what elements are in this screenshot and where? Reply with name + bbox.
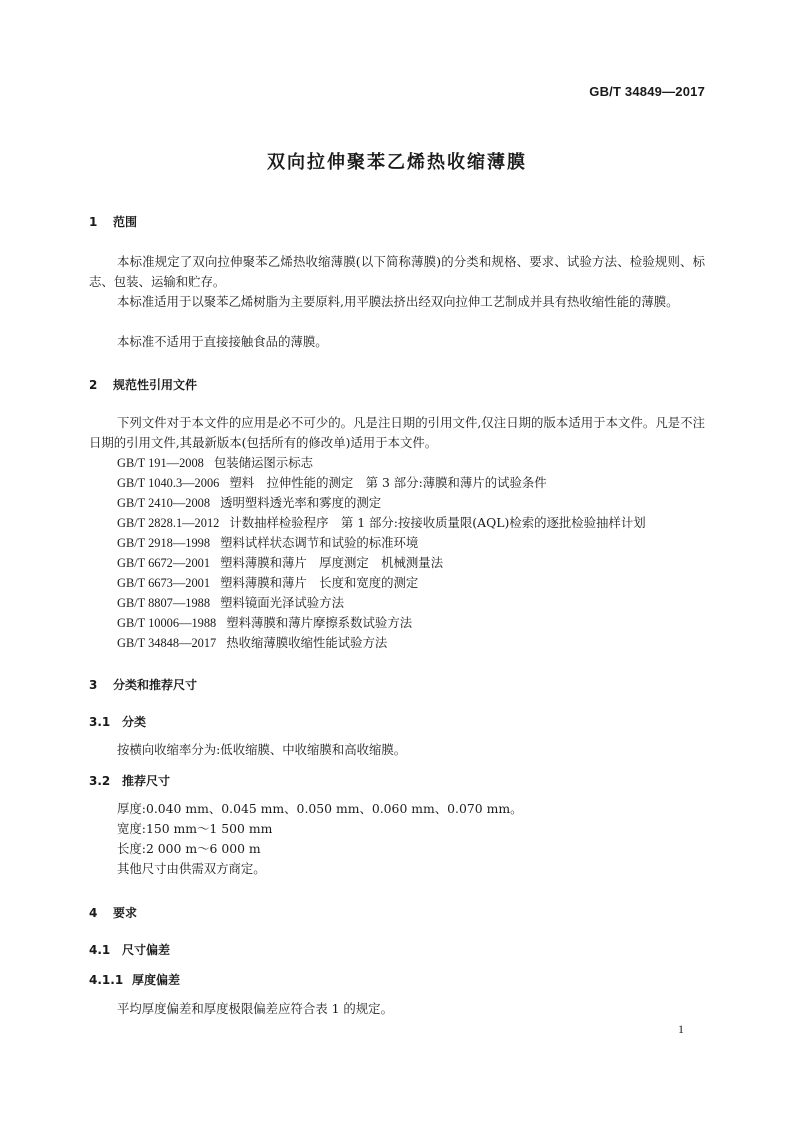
reference-code: GB/T 10006—1988 (117, 616, 217, 630)
size-line-thickness: 厚度:0.040 mm、0.045 mm、0.050 mm、0.060 mm、0.070 mm。 (117, 801, 523, 816)
reference-title: 塑料薄膜和薄片 厚度测定 机械测量法 (220, 555, 444, 570)
section-1-heading (89, 213, 137, 230)
reference-code: GB/T 2410—2008 (117, 496, 211, 510)
reference-title: 透明塑料透光率和雾度的测定 (220, 495, 382, 510)
section-2-heading (89, 376, 197, 393)
paragraph: 按横向收缩率分为:低收缩膜、中收缩膜和高收缩膜。 (117, 742, 407, 757)
section-number: 4.1 (89, 943, 111, 957)
reference-code: GB/T 34848—2017 (117, 636, 217, 650)
paragraph: 本标准不适用于直接接触食品的薄膜。 (117, 334, 328, 349)
reference-item (117, 613, 412, 633)
reference-item (117, 493, 381, 513)
paragraph: 平均厚度偏差和厚度极限偏差应符合表 1 的规定。 (117, 1001, 393, 1016)
section-number: 2 (89, 378, 98, 392)
reference-code: GB/T 8807—1988 (117, 596, 211, 610)
reference-title: 热收缩薄膜收缩性能试验方法 (226, 635, 388, 650)
paragraph: 下列文件对于本文件的应用是必不可少的。凡是注日期的引用文件,仅注日期的版本适用于本文件。凡是不注日期的引用文件,其最新版本(包括所有的修改单)适用于本文件。 (89, 415, 705, 450)
reference-item (117, 473, 547, 493)
page-number: 1 (678, 1022, 684, 1036)
reference-item (117, 513, 646, 533)
reference-code: GB/T 6673—2001 (117, 576, 211, 590)
section-title: 分类和推荐尺寸 (113, 678, 198, 692)
standard-code: GB/T 34849—2017 (589, 84, 705, 99)
reference-title: 塑料试样状态调节和试验的标准环境 (220, 535, 419, 550)
reference-item (117, 633, 387, 653)
section-title: 规范性引用文件 (113, 378, 198, 392)
section-title: 尺寸偏差 (122, 943, 171, 957)
section-4-heading (89, 904, 137, 921)
size-line-length: 长度:2 000 m～6 000 m (117, 841, 261, 856)
reference-code: GB/T 1040.3—2006 (117, 476, 220, 490)
reference-title: 塑料 拉伸性能的测定 第 3 部分:薄膜和薄片的试验条件 (229, 475, 547, 490)
reference-code: GB/T 191—2008 (117, 456, 204, 470)
section-number: 3 (89, 678, 98, 692)
reference-code: GB/T 2828.1—2012 (117, 516, 220, 530)
reference-code: GB/T 6672—2001 (117, 556, 211, 570)
reference-item (117, 593, 344, 613)
section-number: 4 (89, 906, 98, 920)
section-title: 要求 (113, 906, 138, 920)
reference-title: 塑料镜面光泽试验方法 (220, 595, 344, 610)
paragraph: 本标准适用于以聚苯乙烯树脂为主要原料,用平膜法挤出经双向拉伸工艺制成并具有热收缩性能的薄膜。 (117, 294, 679, 309)
section-number: 3.2 (89, 774, 111, 788)
section-number: 4.1.1 (89, 973, 124, 987)
section-4-1-heading (89, 941, 170, 958)
section-3-1-heading (89, 713, 146, 730)
reference-title: 塑料薄膜和薄片摩擦系数试验方法 (226, 615, 413, 630)
section-3-heading (89, 676, 197, 693)
reference-title: 计数抽样检验程序 第 1 部分:按接收质量限(AQL)检索的逐批检验抽样计划 (229, 515, 646, 530)
reference-title: 包装储运图示标志 (213, 455, 313, 470)
document-title: 双向拉伸聚苯乙烯热收缩薄膜 (267, 152, 527, 173)
section-number: 3.1 (89, 715, 111, 729)
section-title: 厚度偏差 (132, 973, 181, 987)
section-4-1-1-heading (89, 971, 180, 988)
reference-item (117, 553, 443, 573)
reference-code: GB/T 2918—1998 (117, 536, 211, 550)
section-title: 范围 (113, 215, 138, 229)
size-line-width: 宽度:150 mm～1 500 mm (117, 821, 273, 836)
size-line-other: 其他尺寸由供需双方商定。 (117, 861, 266, 876)
reference-item (117, 453, 313, 473)
reference-title: 塑料薄膜和薄片 长度和宽度的测定 (220, 575, 419, 590)
reference-item (117, 573, 418, 593)
section-number: 1 (89, 215, 98, 229)
reference-item (117, 533, 418, 553)
section-title: 分类 (122, 715, 147, 729)
section-3-2-heading (89, 772, 170, 789)
paragraph: 本标准规定了双向拉伸聚苯乙烯热收缩薄膜(以下简称薄膜)的分类和规格、要求、试验方法、检验规则、标志、包装、运输和贮存。 (89, 254, 705, 289)
section-title: 推荐尺寸 (122, 774, 171, 788)
